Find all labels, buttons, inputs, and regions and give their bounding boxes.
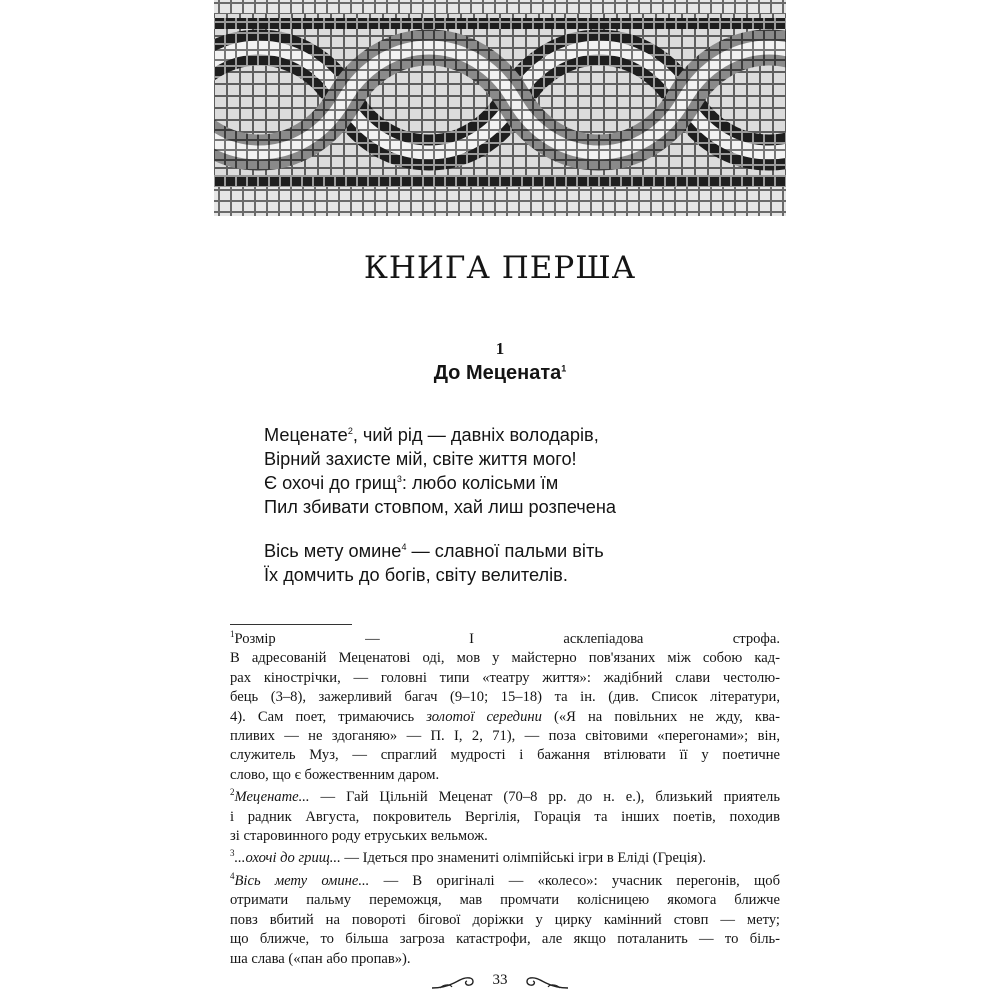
verse-line: Пил збивати стовпом, хай лиш розпечена	[264, 497, 616, 517]
footnote-line: $^4$Вісь мету омине... — В оригіналі — «колесо»: учасник перегонів, щоб	[230, 871, 780, 889]
footnote-line: $^1$Розмір — І асклепіадова строфа.	[230, 629, 780, 647]
verse-line: Меценате$^2$, чий рід — давніх володарів,	[264, 425, 599, 445]
footnote-marker: 2	[230, 787, 235, 798]
footnote-line: 4). Сам поет, тримаючись золотої середини («Я на повільних не жду, ква-	[230, 708, 780, 725]
footnote-line: повз вбитий на повороті бігової доріжки у цирку камінний стовп — мету;	[230, 911, 780, 928]
footnote-line: що ближче, то більша загроза катастрофи, але якщо поталанить — то біль-	[230, 931, 780, 948]
footnote-line: рах кінострічки, — головні типи «театру життя»: жадібний слави честолю-	[230, 669, 780, 686]
stanza-break	[264, 519, 704, 539]
footnote-line: отримати пальму переможця, мав промчати колісницею якомога ближче	[230, 892, 780, 909]
footnote-line: і радник Августа, покровитель Вергілія, Горація та інших поетів, походив	[230, 808, 780, 825]
footnote-line: слово, що є божественним даром.	[230, 766, 440, 783]
footnote-line: В адресованій Меценатові оді, мов у майстерно пов'язаних між собою кад-	[230, 650, 780, 667]
footnote-ref: 1	[561, 363, 567, 374]
footnote-marker: 1	[230, 629, 235, 640]
footnote-ref: 2	[347, 425, 353, 436]
footnote-line: $^2$Меценате... — Гай Цільній Меценат (70–8 рр. до н. е.), близький приятель	[230, 787, 780, 806]
poem-verses	[264, 423, 704, 587]
footnote-ref: 3	[396, 473, 402, 484]
right-flourish-icon	[524, 974, 570, 992]
footnote-2	[230, 788, 780, 846]
footnote-line: $^3$...охочі до грищ... — Ідеться про знамениті олімпійські ігри в Еліді (Греція).	[230, 848, 707, 867]
footnote-line: зі старовинного роду етруських вельмож.	[230, 828, 488, 845]
footnote-ref: 4	[401, 541, 407, 552]
footnote-line: бець (3–8), зажерливий багач (9–10; 15–18) та ін. (див. Список літератури,	[230, 689, 780, 706]
poem-title-text: До Мецената	[433, 362, 562, 384]
footnote-marker: 4	[230, 871, 235, 882]
verse-line: Є охочі до грищ$^3$: любо колісьми їм	[264, 473, 559, 493]
page-number: 33	[492, 972, 508, 988]
footnote-4	[230, 872, 780, 969]
footnote-line: ша слава («пан або пропав»).	[230, 950, 411, 967]
footnote-line: пливих — не здоганяю» — П. І, 2, 71), — поза світовими «перегонами»; він,	[230, 728, 780, 745]
verse-line: Їх домчить до богів, світу велителів.	[264, 565, 568, 585]
poem-title	[214, 362, 786, 385]
page-footer	[400, 970, 600, 996]
verse-line: Вірний захисте мій, світе життя мого!	[264, 449, 577, 469]
footnotes	[230, 630, 780, 972]
footnote-3	[230, 849, 780, 868]
footnote-line: служитель Муз, — спраглий мудрості і бажання втілювати її у поетичне	[230, 747, 780, 764]
footnote-marker: 3	[230, 848, 235, 859]
footnote-1	[230, 630, 780, 785]
mosaic-header-image	[214, 0, 786, 216]
poem-number: 1	[495, 339, 505, 358]
book-title: КНИГА ПЕРША	[363, 250, 637, 286]
verse-line: Вісь мету омине$^4$ — славної пальми віть	[264, 541, 604, 561]
footnote-divider	[230, 624, 352, 625]
